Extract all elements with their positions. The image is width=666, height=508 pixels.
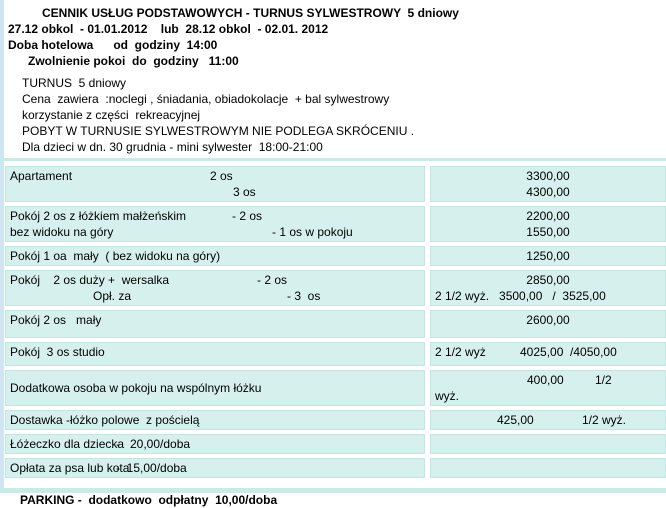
- price-cell: [430, 370, 666, 406]
- intro-line: korzystanie z części rekreacyjnej: [22, 108, 201, 122]
- room-description-cell: [5, 458, 425, 478]
- price-table: [5, 166, 666, 478]
- price-cell: [430, 434, 666, 454]
- bottom-margin-strip: [0, 488, 666, 493]
- room-description-cell: [5, 410, 425, 430]
- surcharge-note: wyż.: [435, 389, 459, 403]
- room-description-cell: [5, 206, 425, 242]
- checkout-time: Zwolnienie pokoi do godziny 11:00: [28, 54, 239, 68]
- price-value: 2 1/2 wyż. 3500,00 / 3525,00: [435, 289, 606, 303]
- document-header: [4, 0, 666, 69]
- table-row: [5, 434, 666, 454]
- room-name: Pokój 2 os mały: [10, 313, 102, 327]
- room-name: Dodatkowa osoba w pokoju na wspólnym łóżku: [10, 381, 262, 395]
- room-name: Pokój 1 oa mały ( bez widoku na góry): [10, 249, 221, 263]
- room-description-cell: [5, 246, 425, 266]
- table-row: [5, 410, 666, 430]
- price-cell: [430, 410, 666, 430]
- price-value: 2600,00: [526, 313, 570, 327]
- table-top-divider: [0, 158, 666, 161]
- price-value: 1550,00: [526, 225, 570, 239]
- occupancy-label: 2 os: [210, 169, 233, 183]
- table-row: [5, 270, 666, 306]
- price-value: 400,00: [527, 373, 564, 387]
- intro-line: Dla dzieci w dn. 30 grudnia - mini sylwester 18:00-21:00: [22, 140, 323, 154]
- price-value: 425,00: [497, 413, 534, 427]
- room-note: bez widoku na góry: [10, 225, 114, 239]
- room-name: Pokój 2 os z łóżkiem małżeńskim: [10, 209, 187, 223]
- table-row: [5, 342, 666, 366]
- surcharge-note: 2 1/2 wyż: [435, 345, 486, 359]
- date-range: 27.12 obkol - 01.01.2012 lub 28.12 obkol - 02.01. 2012: [8, 22, 329, 36]
- room-name: Apartament: [10, 169, 73, 183]
- parking-note: PARKING - dodatkowo odpłatny 10,00/doba: [20, 493, 278, 507]
- checkin-time: Doba hotelowa od godziny 14:00: [8, 38, 218, 52]
- occupancy-label: 3 os: [233, 185, 256, 199]
- price-value: - 15,00/doba: [116, 461, 187, 475]
- occupancy-label: - 2 os: [232, 209, 263, 223]
- price-cell: [430, 206, 666, 242]
- intro-line: Cena zawiera :noclegi , śniadania, obiadokolacje + bal sylwestrowy: [22, 92, 390, 106]
- price-cell: [430, 246, 666, 266]
- occupancy-label: - 1 os w pokoju: [272, 225, 353, 239]
- table-row: [5, 458, 666, 478]
- price-value: 3300,00: [526, 169, 570, 183]
- table-row: [5, 206, 666, 242]
- price-value: 4025,00 /4050,00: [520, 345, 617, 359]
- room-description-cell: [5, 434, 425, 454]
- table-row: [5, 370, 666, 406]
- room-description-cell: [5, 342, 425, 366]
- table-row: [5, 246, 666, 266]
- room-description-cell: [5, 370, 425, 406]
- room-name: Łóżeczko dla dziecka: [10, 437, 125, 451]
- room-description-cell: [5, 310, 425, 338]
- price-cell: [430, 310, 666, 338]
- intro-paragraph: [4, 75, 666, 155]
- occupancy-label: - 2 os: [257, 273, 288, 287]
- surcharge-note: 1/2: [595, 373, 612, 387]
- price-cell: [430, 270, 666, 306]
- price-value: 2850,00: [526, 273, 570, 287]
- price-value: 2200,00: [526, 209, 570, 223]
- table-row: [5, 310, 666, 338]
- room-name: Opłata za psa lub kota: [10, 461, 130, 475]
- intro-line: POBYT W TURNUSIE SYLWESTROWYM NIE PODLEGA SKRÓCENIU .: [22, 124, 415, 138]
- surcharge-note: 1/2 wyż.: [582, 413, 627, 427]
- page-title: CENNIK USŁUG PODSTAWOWYCH - TURNUS SYLWESTROWY 5 dniowy: [42, 6, 459, 20]
- room-name: Dostawka -łóżko polowe z pościelą: [10, 413, 200, 427]
- price-cell: [430, 458, 666, 478]
- price-cell: [430, 166, 666, 202]
- room-description-cell: [5, 270, 425, 306]
- price-cell: [430, 342, 666, 366]
- occupancy-label: - 3 os: [287, 289, 321, 303]
- price-value: - 20,00/doba: [116, 437, 191, 451]
- room-description-cell: [5, 166, 425, 202]
- intro-line: TURNUS 5 dniowy: [22, 76, 127, 90]
- price-value: 4300,00: [526, 185, 570, 199]
- page-content: [4, 0, 666, 508]
- table-row: [5, 166, 666, 202]
- room-name: Pokój 2 os duży + wersalka: [10, 273, 170, 287]
- fee-label: Opł. za: [93, 289, 132, 303]
- price-value: 1250,00: [526, 249, 570, 263]
- room-name: Pokój 3 os studio: [10, 345, 105, 359]
